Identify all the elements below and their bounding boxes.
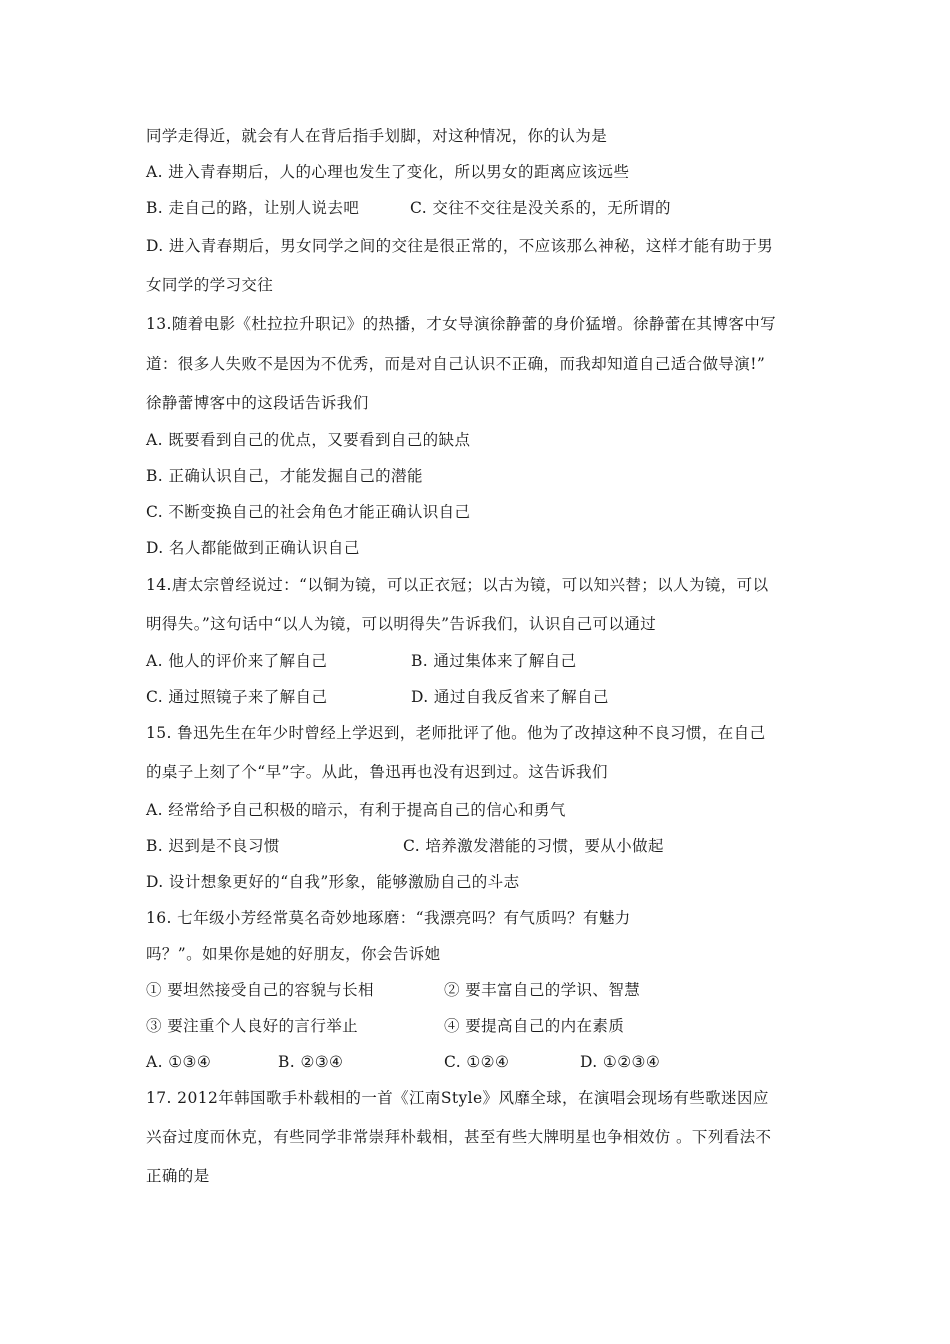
option-line: B. 通过集体来了解自己 — [411, 652, 577, 670]
option-line: A. 既要看到自己的优点，又要看到自己的缺点 — [146, 431, 471, 449]
text-line: 同学走得近，就会有人在背后指手划脚，对这种情况，你的认为是 — [146, 127, 608, 145]
question-17: 17. 2012年韩国歌手朴载相的一首《江南Style》风靡全球，在演唱会现场有些歌迷因应 — [146, 1089, 769, 1107]
option-line: A. 进入青春期后，人的心理也发生了变化，所以男女的距离应该远些 — [146, 163, 630, 181]
question-15: 15. 鲁迅先生在年少时曾经上学迟到，老师批评了他。他为了改掉这种不良习惯，在自己 — [146, 724, 766, 742]
question-14: 14.唐太宗曾经说过：“以铜为镜，可以正衣冠；以古为镜，可以知兴替；以人为镜，可以 — [146, 576, 769, 594]
text-line: 正确的是 — [146, 1167, 210, 1185]
option-line: D. ①②③④ — [580, 1053, 661, 1071]
option-line: ④ 要提高自己的内在素质 — [444, 1017, 625, 1035]
option-line: B. ②③④ — [278, 1053, 344, 1071]
option-line: B. 正确认识自己，才能发掘自己的潜能 — [146, 467, 423, 485]
option-line: C. 不断变换自己的社会角色才能正确认识自己 — [146, 503, 471, 521]
option-line: C. ①②④ — [444, 1053, 510, 1071]
option-line: C. 培养激发潜能的习惯，要从小做起 — [403, 837, 664, 855]
option-line: D. 名人都能做到正确认识自己 — [146, 539, 360, 557]
option-line: D. 通过自我反省来了解自己 — [411, 688, 609, 706]
option-line: A. 经常给予自己积极的暗示，有利于提高自己的信心和勇气 — [146, 801, 566, 819]
text-line: 的桌子上刻了个“早”字。从此，鲁迅再也没有迟到过。这告诉我们 — [146, 763, 608, 781]
text-line: 明得失。”这句话中“以人为镜，可以明得失”告诉我们，认识自己可以通过 — [146, 615, 657, 633]
option-line: D. 设计想象更好的“自我”形象，能够激励自己的斗志 — [146, 873, 520, 891]
text-line: 女同学的学习交往 — [146, 276, 274, 294]
text-line: 兴奋过度而休克，有些同学非常崇拜朴载相，甚至有些大牌明星也争相效仿 。下列看法不 — [146, 1128, 772, 1146]
text-line: 徐静蕾博客中的这段话告诉我们 — [146, 394, 369, 412]
option-line: A. ①③④ — [146, 1053, 212, 1071]
option-line: C. 交往不交往是没关系的，无所谓的 — [410, 199, 671, 217]
option-line: A. 他人的评价来了解自己 — [146, 652, 328, 670]
option-line: ③ 要注重个人良好的言行举止 — [146, 1017, 359, 1035]
option-line: ② 要丰富自己的学识、智慧 — [444, 981, 641, 999]
option-line: ① 要坦然接受自己的容貌与长相 — [146, 981, 374, 999]
option-line: C. 通过照镜子来了解自己 — [146, 688, 328, 706]
option-line: B. 走自己的路，让别人说去吧 — [146, 199, 360, 217]
option-line: B. 迟到是不良习惯 — [146, 837, 280, 855]
text-line: 吗？”。如果你是她的好朋友，你会告诉她 — [146, 945, 441, 963]
option-line: D. 进入青春期后，男女同学之间的交往是很正常的，不应该那么神秘，这样才能有助于男 — [146, 237, 774, 255]
question-13: 13.随着电影《杜拉拉升职记》的热播，才女导演徐静蕾的身价猛增。徐静蕾在其博客中写 — [146, 315, 777, 333]
text-line: 道：很多人失败不是因为不优秀，而是对自己认识不正确，而我却知道自己适合做导演!” — [146, 355, 766, 373]
question-16: 16. 七年级小芳经常莫名奇妙地琢磨：“我漂亮吗？有气质吗？有魅力 — [146, 909, 631, 927]
